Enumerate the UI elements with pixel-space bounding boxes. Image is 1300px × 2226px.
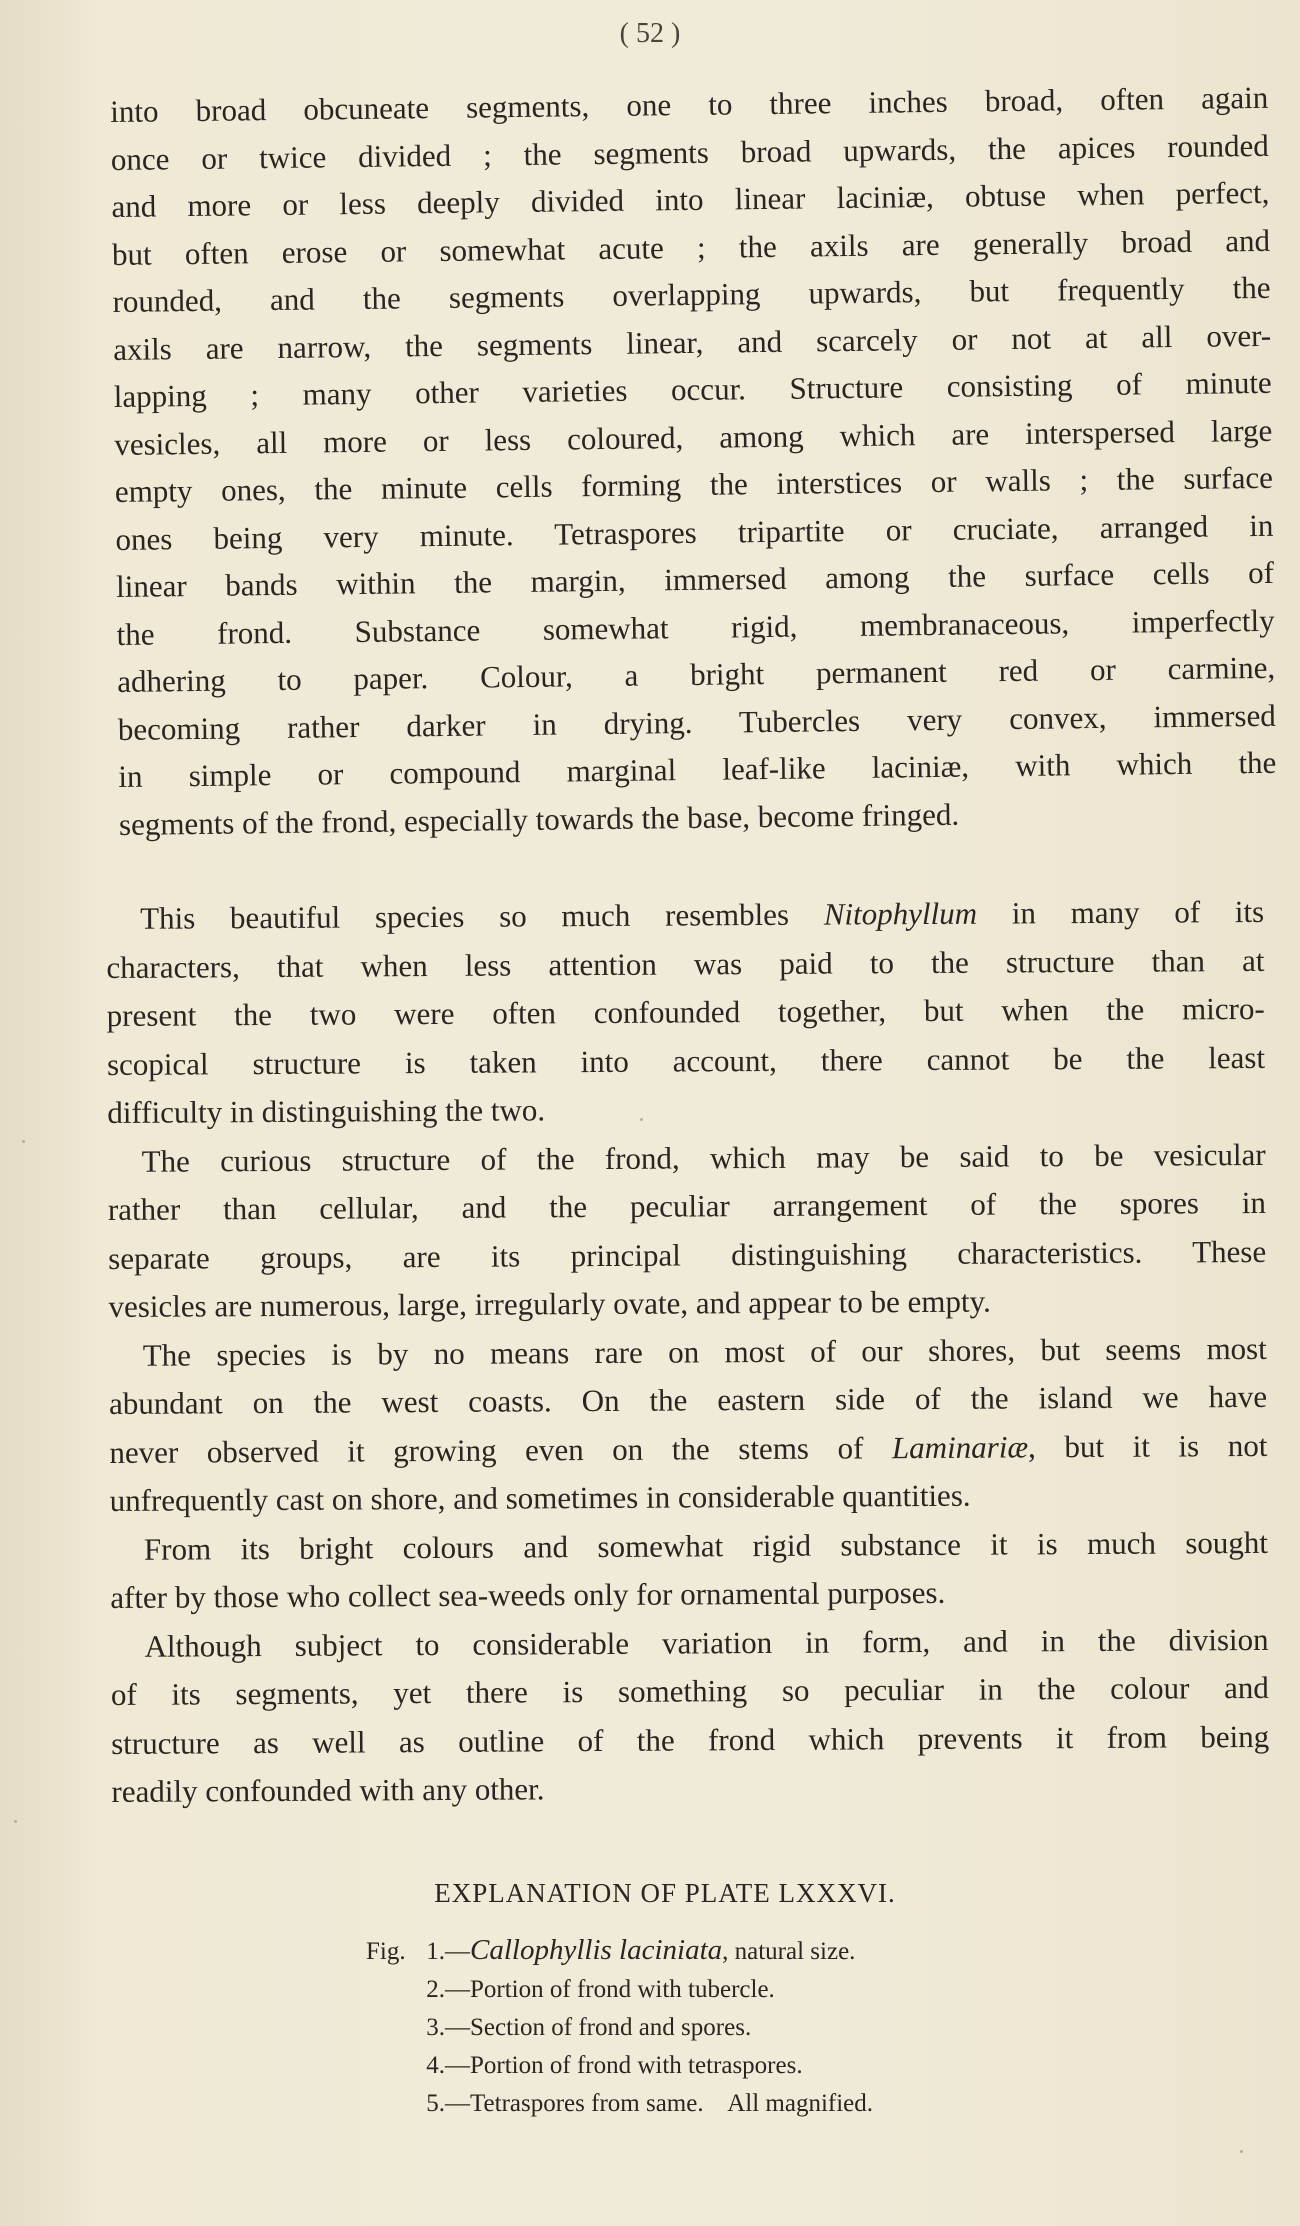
text-line: lapping ; many other varieties occur. Structure consisting of minute [113,364,1272,414]
text-line: scopical structure is taken into account, there cannot be the least [106,1039,1266,1082]
figure-list [366,1931,1066,2123]
text-line: becoming rather darker in drying. Tubercles very convex, immersed [117,697,1276,747]
figure-caption: Section of frond and spores. [470,2014,752,2041]
paper-speck [22,1140,25,1143]
text-line: unfrequently cast on shore, and sometimes in considerable quantities. [109,1477,971,1518]
text-line: ones being very minute. Tetraspores tripartite or cruciate, arranged in [115,507,1274,557]
text-line: readily confounded with any other. [111,1771,545,1809]
paper-speck [1240,2150,1243,2153]
text-line: segments of the frond, especially towards the base, become fringed. [118,796,960,842]
figure-number: 3. [420,2014,445,2041]
figure-number: 1. [420,1938,445,1965]
text-line: once or twice divided ; the segments broad upwards, the apices rounded [110,127,1269,177]
plate-explanation [0,1878,1300,2123]
species-name: Callophyllis laciniata [470,1934,723,1966]
text-line: of its segments, yet there is something so peculiar in the colour and [110,1669,1269,1712]
figure-number: 5. [420,2090,445,2117]
text-line: in simple or compound marginal leaf-like laciniæ, with which the [118,744,1277,794]
figure-number: 2. [420,1976,445,2003]
fig-prefix: Fig. [366,1938,406,1965]
text-line: rather than cellular, and the peculiar arrangement of the spores in [107,1184,1267,1227]
paper-speck [640,1118,643,1121]
text-line: This beautiful species so much resembles Nitophyllum in many of its [140,893,1265,936]
text-line: From its bright colours and somewhat rigid substance it is much sought [143,1524,1269,1567]
figure-caption: Portion of frond with tubercle. [470,1976,775,2003]
text-line: never observed it growing even on the stems of Laminariæ, but it is not [109,1427,1268,1470]
text-line: rounded, and the segments overlapping upwards, but frequently the [112,269,1271,319]
body-text [106,888,1270,1817]
text-line: and more or less deeply divided into linear laciniæ, obtuse when perfect, [111,174,1270,224]
text-line: separate groups, are its principal distinguishing characteristics. These [108,1233,1267,1276]
figure-item: 4.—Portion of frond with tetraspores. [420,2052,803,2079]
text-line: The species is by no means rare on most of our shores, but seems most [142,1330,1267,1373]
figure-item: 5.—Tetraspores from same. All magnified. [420,2090,874,2117]
text-line: linear bands within the margin, immersed among the surface cells of [115,554,1275,604]
species-description [110,74,1277,848]
text-line: vesicles are numerous, large, irregularly ovate, and appear to be empty. [108,1283,991,1324]
paragraph [110,1615,1269,1816]
figure-caption: Portion of frond with tetraspores. [470,2052,803,2079]
figure-item: Fig. 1.—Callophyllis laciniata, natural size. [366,1931,1066,1971]
text-line: The curious structure of the frond, which may be said to be vesicular [141,1136,1266,1179]
text-line: the frond. Substance somewhat rigid, membranaceous, imperfectly [116,602,1275,652]
text-line: difficulty in distinguishing the two. [107,1092,546,1130]
figure-caption: Tetraspores from same. All magnified. [470,2090,874,2117]
text-line: but often erose or somewhat acute ; the axils are generally broad and [111,222,1271,272]
figure-caption: , natural size. [722,1938,856,1965]
text-line: vesicles, all more or less coloured, among which are interspersed large [114,412,1273,462]
text-line: characters, that when less attention was paid to the structure than at [106,942,1265,985]
italic-term: Nitophyllum [823,895,978,932]
paper-speck [14,1820,17,1823]
text-line: Although subject to considerable variation in form, and in the division [144,1621,1269,1664]
text-line: into broad obcuneate segments, one to three inches broad, often again [110,79,1269,129]
figure-item: 2.—Portion of frond with tubercle. [420,1976,775,2003]
text-line: adhering to paper. Colour, a bright permanent red or carmine, [117,649,1276,699]
figure-item: 3.—Section of frond and spores. [420,2014,752,2041]
text-line: abundant on the west coasts. On the eastern side of the island we have [108,1378,1268,1421]
paragraph [107,1130,1266,1331]
plate-heading: EXPLANATION OF PLATE LXXXVI. [434,1878,896,1908]
text-line: empty ones, the minute cells forming the interstices or walls ; the surface [114,459,1274,509]
paragraph [106,888,1265,1138]
paragraph [110,1518,1269,1622]
text-line: axils are narrow, the segments linear, and scarcely or not at all over- [112,317,1272,367]
page-number: ( 52 ) [619,18,681,49]
italic-term: Laminariæ [891,1428,1029,1465]
figure-number: 4. [420,2052,445,2079]
text-line: structure as well as outline of the frond which prevents it from being [111,1718,1270,1761]
paragraph [109,1324,1268,1525]
text-line: present the two were often confounded together, but when the micro- [106,990,1265,1033]
text-line: after by those who collect sea-weeds only for ornamental purposes. [110,1574,946,1615]
